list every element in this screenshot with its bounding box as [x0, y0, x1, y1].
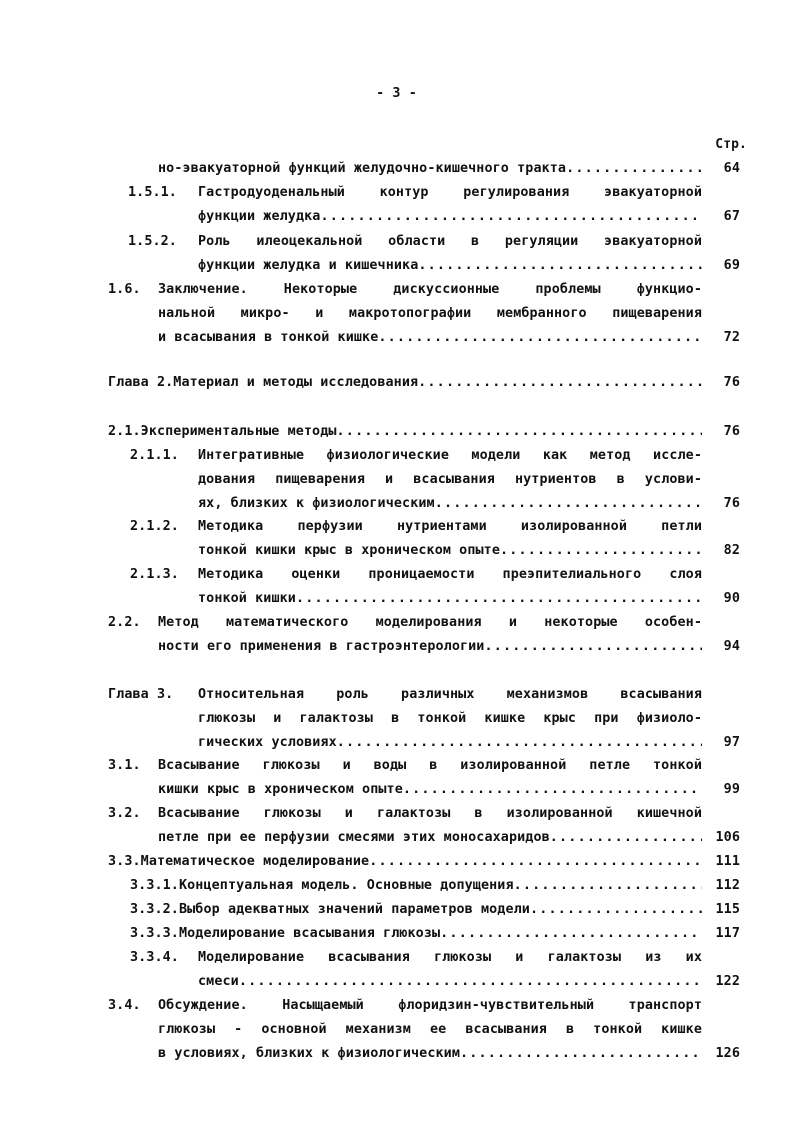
toc-entry-page: 64	[723, 161, 740, 176]
page-number: - 3 -	[376, 86, 417, 101]
toc-entry-line	[108, 803, 702, 825]
toc-entry-title: глюкозы - основной механизм ее всасывания в тонкой кишке	[158, 1022, 702, 1037]
toc-entry-number: 2.1.3.	[130, 567, 179, 582]
toc-entry-page: 115	[715, 902, 740, 917]
toc-entry-title: ях, близких к физиологическим	[198, 496, 435, 511]
toc-entry-number: 1.5.2.	[128, 234, 177, 249]
toc-entry-title: Методика перфузии нутриентами изолированной петли	[198, 519, 702, 534]
toc-entry-line	[130, 564, 702, 586]
dot-leader	[337, 421, 702, 443]
toc-entry-page: 106	[715, 830, 740, 845]
dot-leader	[418, 255, 702, 277]
toc-entry-page: 69	[723, 258, 740, 273]
toc-entry-number: 3.3.1.	[130, 878, 179, 893]
toc-entry-line	[108, 755, 702, 777]
toc-entry-title: Интегративные физиологические модели как метод иссле-	[198, 448, 702, 463]
toc-entry-title: дования пищеварения и всасывания нутриентов в услови-	[198, 472, 702, 487]
toc-entry-last-line	[198, 540, 740, 562]
toc-entry-title: Заключение. Некоторые дискуссионные проблемы функцио-	[158, 282, 702, 297]
toc-entry-page: 122	[715, 974, 740, 989]
toc-entry-title: кишки крыс в хроническом опыте	[158, 782, 403, 797]
toc-entry-title: функции желудка и кишечника	[198, 258, 419, 273]
toc-entry-number: 1.5.1.	[128, 185, 177, 200]
toc-entry-title: Роль илеоцекальной области в регуляции эвакуаторной	[198, 234, 702, 249]
toc-entry-number: 2.1.1.	[130, 448, 179, 463]
toc-entry-title: функции желудка	[198, 209, 321, 224]
dot-leader	[460, 1043, 702, 1065]
dot-leader	[418, 372, 702, 394]
toc-entry-title: Обсуждение. Насыщаемый флоридзин-чувствительный транспорт	[158, 998, 702, 1013]
toc-entry-page: 76	[723, 375, 740, 390]
toc-entry-title: Гастродуоденальный контур регулирования эвакуаторной	[198, 185, 702, 200]
toc-entry-title: Математическое моделирование	[140, 854, 370, 869]
toc-entry-page: 112	[715, 878, 740, 893]
toc-entry-number: 3.3.2.	[130, 902, 179, 917]
toc-entry-page: 82	[723, 543, 740, 558]
toc-entry-page: 67	[723, 209, 740, 224]
toc-entry-number: 2.1.	[108, 424, 141, 439]
toc-entry-title: и всасывания в тонкой кишке	[158, 330, 379, 345]
toc-entry-title: Выбор адекватных значений параметров модели	[178, 902, 530, 917]
toc-entry-line	[128, 231, 702, 253]
toc-entry-last-line	[158, 636, 740, 658]
dot-leader	[550, 827, 702, 849]
toc-entry-number: 3.3.4.	[130, 950, 179, 965]
toc-entry-title: гических условиях	[198, 735, 337, 750]
toc-entry-title: в условиях, близких к физиологическим	[158, 1046, 460, 1061]
toc-entry-last-line	[130, 875, 740, 897]
toc-entry-last-line	[198, 732, 740, 754]
toc-entry-title: Моделирование всасывания глюкозы и галактозы из их	[198, 950, 702, 965]
toc-entry-page: 99	[723, 782, 740, 797]
toc-entry-title: Всасывание глюкозы и галактозы в изолированной кишечной	[158, 806, 702, 821]
dot-leader	[320, 206, 702, 228]
toc-entry-title: Материал и методы исследования	[173, 375, 419, 390]
toc-entry-last-line	[108, 851, 740, 873]
toc-entry-title: смеси	[198, 974, 239, 989]
toc-entry-number: Глава 2.	[108, 375, 174, 390]
toc-entry-number: 2.2.	[108, 615, 141, 630]
toc-entry-last-line	[130, 923, 740, 945]
toc-entry-line	[108, 995, 702, 1017]
toc-entry-last-line	[198, 255, 740, 277]
toc-entry-last-line	[198, 206, 740, 228]
toc-entry-line	[108, 279, 702, 301]
toc-entry-page: 126	[715, 1046, 740, 1061]
page-column-label: Стр.	[715, 137, 747, 152]
toc-entry-number: 3.2.	[108, 806, 141, 821]
toc-entry-line	[198, 708, 702, 730]
toc-entry-line	[108, 612, 702, 634]
dot-leader	[440, 923, 702, 945]
dot-leader	[403, 779, 702, 801]
toc-entry-line	[108, 684, 702, 706]
toc-entry-page: 90	[723, 591, 740, 606]
toc-entry-title: Методика оценки проницаемости преэпителиального слоя	[198, 567, 702, 582]
toc-entry-last-line	[158, 158, 740, 180]
toc-entry-last-line	[158, 779, 740, 801]
toc-entry-number: 2.1.2.	[130, 519, 179, 534]
dot-leader	[435, 493, 702, 515]
toc-entry-title: ности его применения в гастроэнтерологии	[158, 639, 485, 654]
toc-entry-title: тонкой кишки	[198, 591, 296, 606]
toc-entry-last-line	[158, 327, 740, 349]
toc-entry-number: 3.3.	[108, 854, 141, 869]
toc-entry-number: Глава 3.	[108, 687, 174, 702]
toc-entry-last-line	[198, 493, 740, 515]
toc-entry-number: 3.3.3.	[130, 926, 179, 941]
toc-entry-page: 111	[715, 854, 740, 869]
dot-leader	[484, 636, 702, 658]
toc-entry-page: 94	[723, 639, 740, 654]
toc-entry-line	[158, 1019, 702, 1041]
toc-entry-title: Относительная роль различных механизмов всасывания	[198, 687, 702, 702]
toc-entry-title: нальной микро- и макротопографии мембранного пищеварения	[158, 306, 702, 321]
toc-entry-last-line	[158, 827, 740, 849]
toc-entry-line	[130, 516, 702, 538]
toc-entry-last-line	[130, 899, 740, 921]
toc-entry-page: 76	[723, 496, 740, 511]
toc-entry-number: 3.1.	[108, 758, 141, 773]
dot-leader	[500, 540, 702, 562]
dot-leader	[514, 875, 702, 897]
toc-entry-last-line	[108, 372, 740, 394]
toc-entry-page: 76	[723, 424, 740, 439]
dot-leader	[296, 588, 702, 610]
toc-entry-page: 117	[715, 926, 740, 941]
toc-entry-title: тонкой кишки крыс в хроническом опыте	[198, 543, 500, 558]
dot-leader	[530, 899, 702, 921]
toc-entry-line	[198, 469, 702, 491]
dot-leader	[369, 851, 702, 873]
toc-entry-number: 3.4.	[108, 998, 141, 1013]
toc-entry-title: Метод математического моделирования и некоторые особен-	[158, 615, 702, 630]
dot-leader	[239, 971, 702, 993]
toc-entry-line	[158, 303, 702, 325]
toc-entry-last-line	[198, 971, 740, 993]
toc-entry-line	[130, 445, 702, 467]
toc-entry-page: 72	[723, 330, 740, 345]
toc-entry-title: петле при ее перфузии смесями этих моносахаридов	[158, 830, 550, 845]
toc-entry-page: 97	[723, 735, 740, 750]
toc-entry-last-line	[108, 421, 740, 443]
toc-entry-line	[128, 182, 702, 204]
dot-leader	[337, 732, 702, 754]
toc-entry-title: Экспериментальные методы	[140, 424, 337, 439]
toc-entry-title: глюкозы и галактозы в тонкой кишке крыс при физиоло-	[198, 711, 702, 726]
toc-entry-last-line	[198, 588, 740, 610]
toc-entry-title: но-эвакуаторной функций желудочно-кишечного тракта	[158, 161, 567, 176]
toc-entry-title: Концептуальная модель. Основные допущения	[178, 878, 514, 893]
toc-entry-number: 1.6.	[108, 282, 141, 297]
dot-leader	[566, 158, 702, 180]
toc-entry-title: Всасывание глюкозы и воды в изолированной петле тонкой	[158, 758, 702, 773]
dot-leader	[378, 327, 702, 349]
toc-entry-title: Моделирование всасывания глюкозы	[178, 926, 441, 941]
toc-entry-line	[130, 947, 702, 969]
toc-entry-last-line	[158, 1043, 740, 1065]
